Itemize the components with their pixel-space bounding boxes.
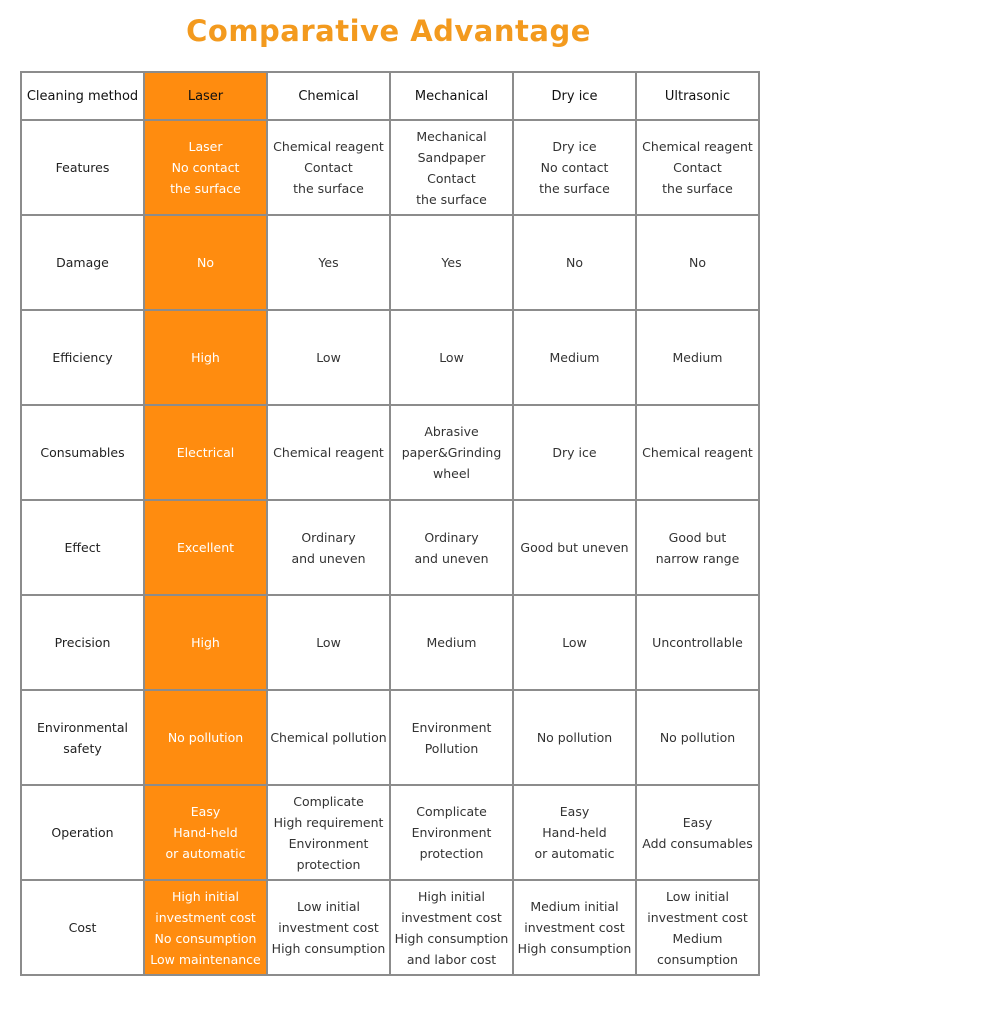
table-cell: No pollution [636, 690, 759, 785]
column-header: Cleaning method [21, 72, 144, 120]
row-label: Cost [21, 880, 144, 975]
table-row [21, 120, 759, 215]
table-cell: Complicate Environment protection [390, 785, 513, 880]
column-header-laser: Laser [144, 72, 267, 120]
table-cell: Yes [267, 215, 390, 310]
table-row [21, 310, 759, 405]
table-cell: Low initial investment cost Medium consumption [636, 880, 759, 975]
table-cell-laser: No [144, 215, 267, 310]
table-row [21, 595, 759, 690]
table-cell: Ordinary and uneven [267, 500, 390, 595]
table-cell: Medium [513, 310, 636, 405]
table-cell: Medium [636, 310, 759, 405]
table-cell: Dry ice No contact the surface [513, 120, 636, 215]
table-cell: Dry ice [513, 405, 636, 500]
table-row [21, 405, 759, 500]
table-cell: Mechanical Sandpaper Contact the surface [390, 120, 513, 215]
table-cell-laser: High [144, 595, 267, 690]
table-cell-laser: Easy Hand-held or automatic [144, 785, 267, 880]
table-row [21, 880, 759, 975]
row-label: Consumables [21, 405, 144, 500]
page-title: Comparative Advantage [186, 14, 591, 48]
table-cell: No pollution [513, 690, 636, 785]
table-cell: Medium [390, 595, 513, 690]
table-cell: No [513, 215, 636, 310]
table-row [21, 690, 759, 785]
table-cell-laser: High initial investment cost No consumption Low maintenance [144, 880, 267, 975]
row-label: Effect [21, 500, 144, 595]
table-cell: Yes [390, 215, 513, 310]
table-cell: Complicate High requirement Environment protection [267, 785, 390, 880]
table-cell: Chemical pollution [267, 690, 390, 785]
table-cell: Low [390, 310, 513, 405]
table-cell: Ordinary and uneven [390, 500, 513, 595]
table-cell-laser: High [144, 310, 267, 405]
row-label: Damage [21, 215, 144, 310]
table-cell: Good but uneven [513, 500, 636, 595]
table-row [21, 500, 759, 595]
table-cell-laser: Electrical [144, 405, 267, 500]
table-row [21, 215, 759, 310]
row-label: Operation [21, 785, 144, 880]
row-label: Features [21, 120, 144, 215]
column-header: Chemical [267, 72, 390, 120]
table-cell: Low [267, 310, 390, 405]
table-cell: Environment Pollution [390, 690, 513, 785]
table-cell: Medium initial investment cost High consumption [513, 880, 636, 975]
table-cell: Chemical reagent [267, 405, 390, 500]
column-header: Dry ice [513, 72, 636, 120]
table-cell: Chemical reagent [636, 405, 759, 500]
table-cell: Low [267, 595, 390, 690]
table-cell-laser: No pollution [144, 690, 267, 785]
column-header: Mechanical [390, 72, 513, 120]
table-cell: Good but narrow range [636, 500, 759, 595]
table-cell: Easy Hand-held or automatic [513, 785, 636, 880]
table-cell: Chemical reagent Contact the surface [636, 120, 759, 215]
table-header-row [21, 72, 759, 120]
row-label: Efficiency [21, 310, 144, 405]
table-row [21, 785, 759, 880]
table-cell-laser: Excellent [144, 500, 267, 595]
table-cell: Uncontrollable [636, 595, 759, 690]
table-cell: High initial investment cost High consumption and labor cost [390, 880, 513, 975]
table-cell-laser: Laser No contact the surface [144, 120, 267, 215]
comparison-table [20, 71, 760, 976]
row-label: Environmental safety [21, 690, 144, 785]
table-cell: Low [513, 595, 636, 690]
table-cell: Low initial investment cost High consumption [267, 880, 390, 975]
table-cell: Easy Add consumables [636, 785, 759, 880]
table-cell: Chemical reagent Contact the surface [267, 120, 390, 215]
table-cell: No [636, 215, 759, 310]
row-label: Precision [21, 595, 144, 690]
column-header: Ultrasonic [636, 72, 759, 120]
table-cell: Abrasive paper&Grinding wheel [390, 405, 513, 500]
